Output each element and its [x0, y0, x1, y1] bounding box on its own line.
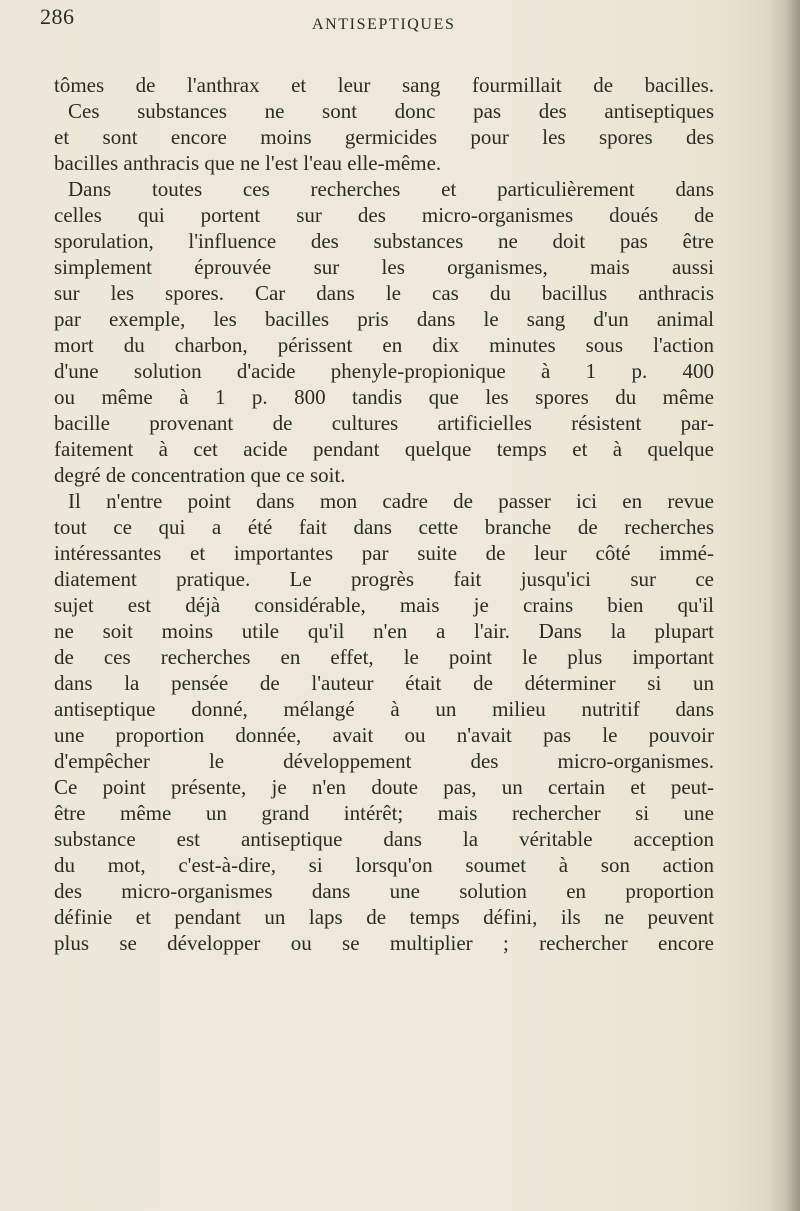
text-line: Ces substances ne sont donc pas des antiseptiques: [68, 99, 714, 123]
text-line: du mot, c'est-à-dire, si lorsqu'on soumet à son action: [54, 853, 714, 877]
text-line: intéressantes et importantes par suite de leur côté immé-: [54, 541, 714, 565]
text-line: de ces recherches en effet, le point le plus important: [54, 645, 714, 669]
text-line: par exemple, les bacilles pris dans le sang d'un animal: [54, 307, 714, 331]
text-line: sujet est déjà considérable, mais je crains bien qu'il: [54, 593, 714, 617]
text-line: degré de concentration que ce soit.: [54, 463, 346, 487]
text-line: Il n'entre point dans mon cadre de passer ici en revue: [68, 489, 714, 513]
text-line: d'empêcher le développement des micro-organismes.: [54, 749, 714, 773]
text-line: être même un grand intérêt; mais rechercher si une: [54, 801, 714, 825]
page-number: 286: [40, 4, 75, 29]
text-line: substance est antiseptique dans la véritable acception: [54, 827, 714, 851]
text-line: Ce point présente, je n'en doute pas, un certain et peut-: [54, 775, 714, 799]
text-line: mort du charbon, périssent en dix minutes sous l'action: [54, 333, 714, 357]
text-line: dans la pensée de l'auteur était de déterminer si un: [54, 671, 714, 695]
text-line: tout ce qui a été fait dans cette branche de recherches: [54, 515, 714, 539]
text-line: des micro-organismes dans une solution en proportion: [54, 879, 714, 903]
body-text: [54, 72, 714, 956]
text-line: bacilles anthracis que ne l'est l'eau elle-même.: [54, 151, 442, 175]
text-line: une proportion donnée, avait ou n'avait pas le pouvoir: [54, 723, 714, 747]
text-line: simplement éprouvée sur les organismes, mais aussi: [54, 255, 714, 279]
text-line: celles qui portent sur des micro-organismes doués de: [54, 203, 714, 227]
text-line: diatement pratique. Le progrès fait jusqu'ici sur ce: [54, 567, 714, 591]
running-head: ANTISEPTIQUES: [312, 16, 456, 33]
text-line: antiseptique donné, mélangé à un milieu nutritif dans: [54, 697, 714, 721]
page-edge-shadow: [766, 0, 800, 1211]
text-line: tômes de l'anthrax et leur sang fourmillait de bacilles.: [54, 73, 714, 97]
text-line: ne soit moins utile qu'il n'en a l'air. Dans la plupart: [54, 619, 714, 643]
text-line: d'une solution d'acide phenyle-propionique à 1 p. 400: [54, 359, 714, 383]
text-line: ou même à 1 p. 800 tandis que les spores du même: [54, 385, 714, 409]
text-line: bacille provenant de cultures artificielles résistent par-: [54, 411, 714, 435]
text-line: et sont encore moins germicides pour les spores des: [54, 125, 714, 149]
text-line: Dans toutes ces recherches et particulièrement dans: [68, 177, 714, 201]
text-line: plus se développer ou se multiplier ; rechercher encore: [54, 931, 714, 955]
text-line: sur les spores. Car dans le cas du bacillus anthracis: [54, 281, 714, 305]
text-line: faitement à cet acide pendant quelque temps et à quelque: [54, 437, 714, 461]
text-line: définie et pendant un laps de temps défini, ils ne peuvent: [54, 905, 714, 929]
text-line: sporulation, l'influence des substances ne doit pas être: [54, 229, 714, 253]
